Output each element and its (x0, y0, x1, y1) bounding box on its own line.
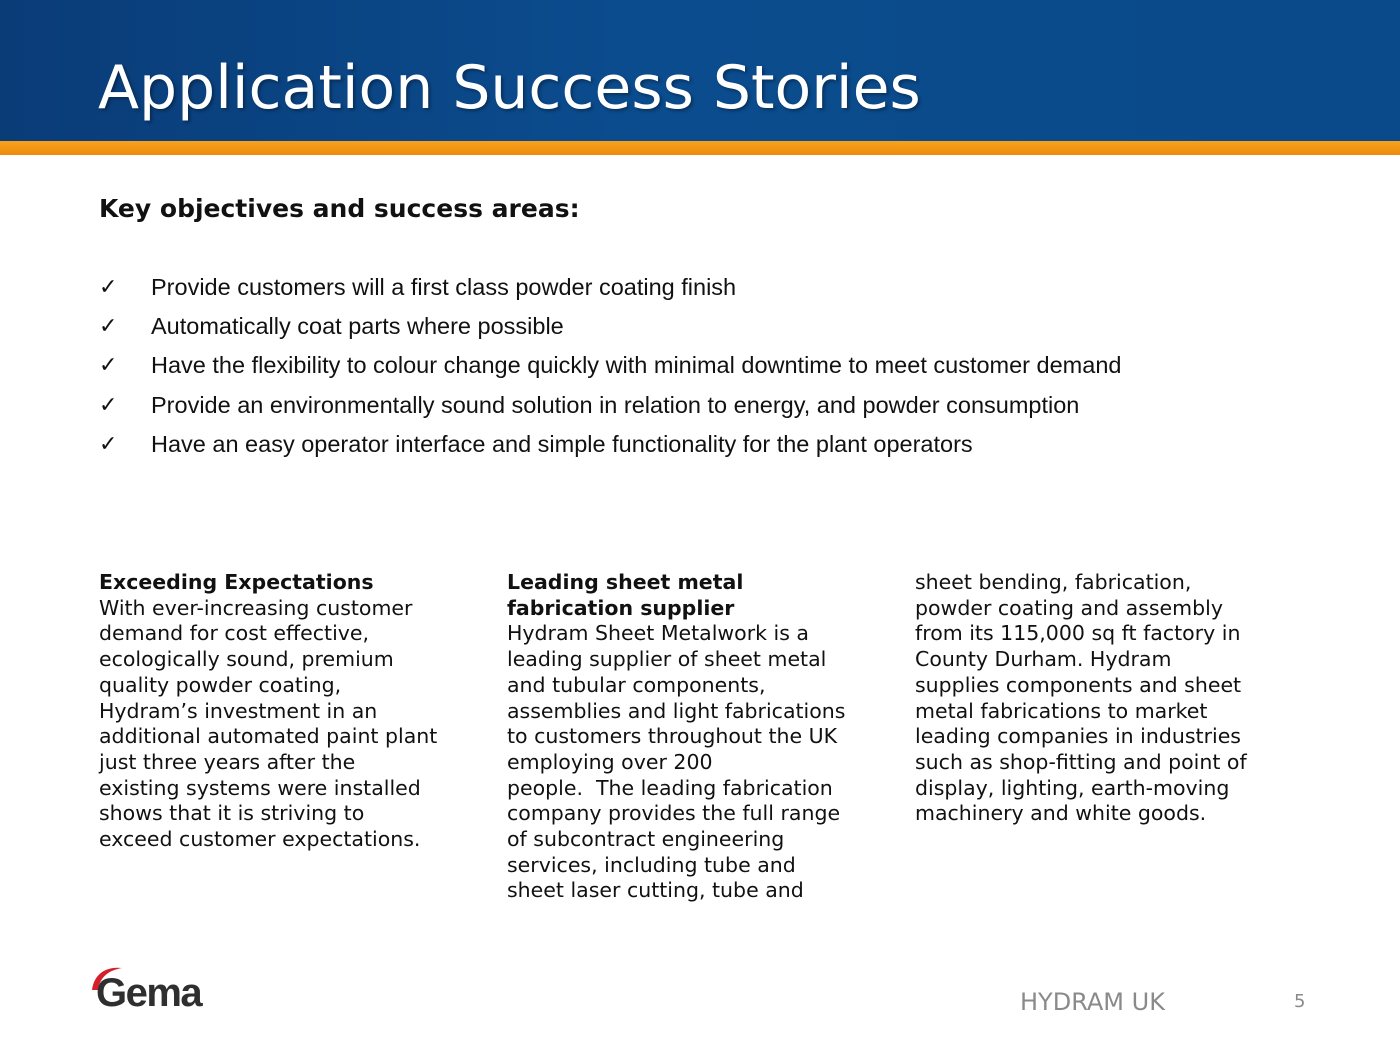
column-heading: fabrication supplier (507, 595, 735, 620)
column-line: demand for cost effective, (99, 621, 370, 646)
column-line: such as shop-fitting and point of (915, 749, 1247, 774)
story-column-3 (915, 570, 1285, 827)
column-line: exceed customer expectations. (99, 827, 421, 852)
column-line: sheet laser cutting, tube and (507, 878, 804, 903)
column-line: from its 115,000 sq ft factory in (915, 621, 1241, 646)
footer-label: HYDRAM UK (1020, 988, 1165, 1016)
objective-item (99, 268, 1121, 307)
gema-logo (88, 964, 218, 1016)
logo-text: Gema (96, 971, 202, 1015)
column-line: employing over 200 (507, 749, 713, 774)
column-line: quality powder coating, (99, 672, 342, 697)
column-line: additional automated paint plant (99, 724, 438, 749)
check-icon: ✓ (99, 314, 118, 340)
objective-text: Provide an environmentally sound solution in relation to energy, and powder consumption (151, 391, 1080, 418)
slide-title: Application Success Stories (98, 53, 921, 123)
objective-text: Provide customers will a first class powder coating finish (151, 274, 737, 301)
column-line: shows that it is striving to (99, 801, 365, 826)
objective-item (99, 425, 1121, 464)
column-line: powder coating and assembly (915, 595, 1223, 620)
column-line: machinery and white goods. (915, 801, 1207, 826)
column-line: people. The leading fabrication (507, 775, 833, 800)
column-line: With ever-increasing customer (99, 595, 413, 620)
column-line: Hydram Sheet Metalwork is a (507, 621, 809, 646)
column-line: existing systems were installed (99, 775, 421, 800)
column-line: just three years after the (99, 749, 356, 774)
story-column-2 (507, 570, 877, 904)
objective-item (99, 386, 1121, 425)
objective-text: Have an easy operator interface and simple functionality for the plant operators (151, 430, 973, 457)
objective-text: Have the flexibility to colour change quickly with minimal downtime to meet customer demand (151, 352, 1122, 379)
column-line: and tubular components, (507, 672, 766, 697)
column-line: Hydram’s investment in an (99, 698, 378, 723)
column-heading: Exceeding Expectations (99, 570, 374, 594)
column-line: display, lighting, earth-moving (915, 775, 1230, 800)
column-line: services, including tube and (507, 852, 796, 877)
objectives-heading: Key objectives and success areas: (99, 194, 580, 223)
column-line: ecologically sound, premium (99, 647, 394, 672)
check-icon: ✓ (99, 353, 118, 379)
column-line: company provides the full range (507, 801, 841, 826)
column-line: to customers throughout the UK (507, 724, 838, 749)
check-icon: ✓ (99, 431, 118, 457)
column-line: County Durham. Hydram (915, 647, 1172, 672)
column-line: assemblies and light fabrications (507, 698, 846, 723)
objective-text: Automatically coat parts where possible (151, 313, 564, 340)
objectives-list (99, 268, 1121, 464)
column-line: sheet bending, fabrication, (915, 570, 1192, 594)
objective-item (99, 346, 1121, 385)
header-stripe (0, 141, 1400, 155)
story-column-1 (99, 570, 469, 853)
check-icon: ✓ (99, 392, 118, 418)
objective-item (99, 307, 1121, 346)
check-icon: ✓ (99, 275, 118, 301)
column-line: leading supplier of sheet metal (507, 647, 827, 672)
column-line: metal fabrications to market (915, 698, 1208, 723)
column-line: leading companies in industries (915, 724, 1241, 749)
column-line: supplies components and sheet (915, 672, 1242, 697)
column-line: of subcontract engineering (507, 827, 785, 852)
page-number: 5 (1294, 991, 1306, 1012)
column-heading: Leading sheet metal (507, 570, 744, 594)
